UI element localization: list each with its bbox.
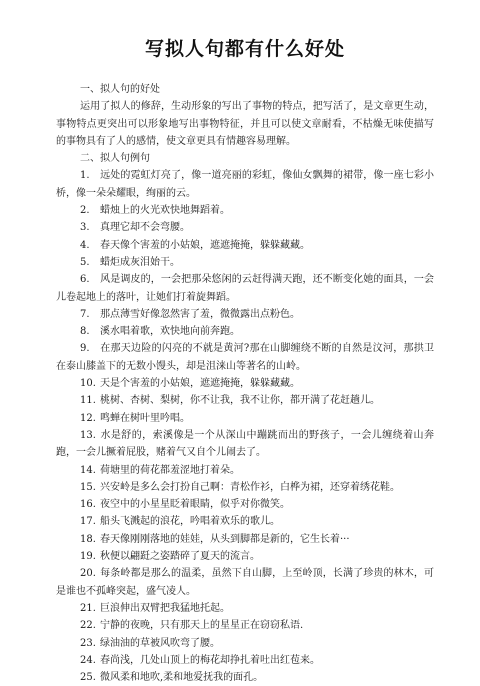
list-item-number: 23. [80, 637, 96, 649]
list-item [56, 617, 434, 634]
list-item-number: 20. [80, 568, 96, 580]
list-item [56, 427, 434, 462]
list-item-number: 25. [80, 672, 96, 684]
list-item-text: 夜空中的小星星眨着眼睛，似乎对你微笑。 [100, 499, 290, 511]
list-item-text: 蜡烛上的火光欢快地舞蹈着。 [100, 205, 230, 217]
list-item [56, 496, 434, 513]
list-item-text: 兴安岭是多么会打扮自己啊：青松作衫，白桦为裙，还穿着绣花鞋。 [100, 481, 400, 493]
list-item [56, 392, 434, 409]
list-item-text: 远处的霓虹灯亮了，像一道亮丽的彩虹，像仙女飘舞的裙带，像一座七彩小桥，像一朵朵耀眼，绚丽的云。 [56, 170, 434, 199]
list-item [56, 513, 434, 530]
list-item-number: 2. [80, 205, 90, 217]
list-item-number: 14. [80, 464, 96, 476]
section-heading-examples: 二、拟人句例句 [80, 153, 150, 165]
benefits-paragraph: 运用了拟人的修辞，生动形象的写出了事物的特点，把写活了，是文章更生动，事物特点更突出可以形象地写出事物特征，并且可以使文章耐看，不枯燥无味使描写的事物具有了人的感情，使文章更具有情趣容易理解。 [56, 101, 434, 147]
list-item [56, 323, 434, 340]
list-item-number: 16. [80, 499, 96, 511]
list-item-number: 4. [80, 239, 90, 251]
list-item [56, 565, 434, 600]
list-item-text: 桃树、杏树、梨树，你不让我，我不让你，都开满了花赶趟儿。 [100, 395, 380, 407]
list-item-text: 在那天边险的闪亮的不就是黄河?那在山脚缠绕不断的自然是汶河，那拱卫在泰山膝盖下的无数小馒头，却是沮涞山等著名的山岭。 [56, 343, 434, 372]
list-item [56, 375, 434, 392]
list-item-number: 8. [80, 326, 90, 338]
list-item-text: 春天像个害羞的小姑娘，遮遮掩掩，躲躲藏藏。 [100, 239, 310, 251]
list-item-text: 天是个害羞的小姑娘，遮遮掩掩，躲躲藏藏。 [100, 378, 300, 390]
list-item-text: 水是舒的，索溪像是一个从深山中蹦跳而出的野孩子，一会儿缠绕着山奔跑，一会儿撅着屁股，赌着气又自个儿闹去了。 [56, 429, 434, 459]
list-item-text: 巨浪伸出双臂把我猛地托起。 [100, 602, 230, 614]
list-item [56, 306, 434, 323]
list-item-number: 15. [80, 481, 96, 493]
list-item-text: 每条岭都是那么的温柔，虽然下自山脚，上至岭顶，长满了珍贵的林木，可是谁也不孤峰突起，盛气凌人。 [56, 568, 434, 597]
list-item [56, 271, 434, 306]
list-item [56, 669, 434, 686]
list-item [56, 479, 434, 496]
list-item-number: 3. [80, 222, 90, 234]
list-item-text: 溪水唱着歌，欢快地向前奔跑。 [100, 326, 240, 338]
list-item-text: 那点薄雪好像忽然害了羞，微微露出点粉色。 [100, 308, 300, 320]
list-item-text: 风是调皮的，一会把那朵悠闲的云赶得满天跑，还不断变化她的面具，一会儿卷起地上的落叶，让她们打着旋舞蹈。 [56, 274, 434, 303]
section-heading-benefits: 一、拟人句的好处 [80, 84, 160, 95]
list-item [56, 237, 434, 254]
list-item-text: 宁静的夜晚，只有那天上的星星正在窃窃私语. [100, 620, 304, 632]
list-item-number: 6. [80, 274, 90, 286]
list-item-text: 春尚浅，几处山顶上的梅花却挣扎着吐出红苞来。 [100, 654, 320, 666]
list-item-number: 11. [80, 395, 96, 407]
list-item-text: 船头飞溅起的浪花，吟唱着欢乐的歌儿。 [100, 516, 280, 528]
list-item [56, 531, 434, 548]
list-item-text: 秋便以翩跹之姿踏碎了夏天的流言。 [100, 551, 260, 563]
list-item-number: 21. [80, 602, 96, 614]
list-item-text: 真理它却不会弯腰。 [100, 222, 190, 234]
list-item [56, 167, 434, 202]
list-item-number: 18. [80, 533, 96, 545]
list-item-number: 12. [80, 412, 96, 424]
list-item-number: 19. [80, 551, 96, 563]
list-item-number: 1. [80, 170, 90, 182]
list-item-text: 春天像刚刚落地的娃娃，从头到脚都是新的，它生长着··· [100, 533, 350, 545]
list-item [56, 340, 434, 375]
list-item-number: 7. [80, 308, 90, 320]
list-item-number: 17. [80, 516, 96, 528]
list-item [56, 410, 434, 427]
list-item [56, 219, 434, 236]
list-item-number: 9. [80, 343, 90, 355]
list-item [56, 462, 434, 479]
list-item-number: 5. [80, 256, 90, 268]
list-item [56, 254, 434, 271]
example-list [56, 167, 434, 686]
list-item [56, 635, 434, 652]
list-item-number: 13. [80, 429, 96, 441]
list-item [56, 652, 434, 669]
list-item [56, 548, 434, 565]
list-item-number: 10. [80, 378, 96, 390]
list-item-number: 24. [80, 654, 96, 666]
list-item [56, 600, 434, 617]
list-item-text: 鸣蝉在树叶里吟唱。 [100, 412, 190, 424]
list-item-text: 绿油油的草被风吹弯了腰。 [100, 637, 220, 649]
list-item-text: 蜡炬成灰泪始干。 [100, 256, 180, 268]
list-item [56, 202, 434, 219]
list-item-number: 22. [80, 620, 96, 632]
list-item-text: 荷塘里的荷花都羞涩地打着朵。 [100, 464, 240, 476]
page-title: 写拟人句都有什么好处 [144, 38, 345, 60]
list-item-text: 微风柔和地吹,柔和地爱抚我的面孔。 [100, 672, 264, 684]
